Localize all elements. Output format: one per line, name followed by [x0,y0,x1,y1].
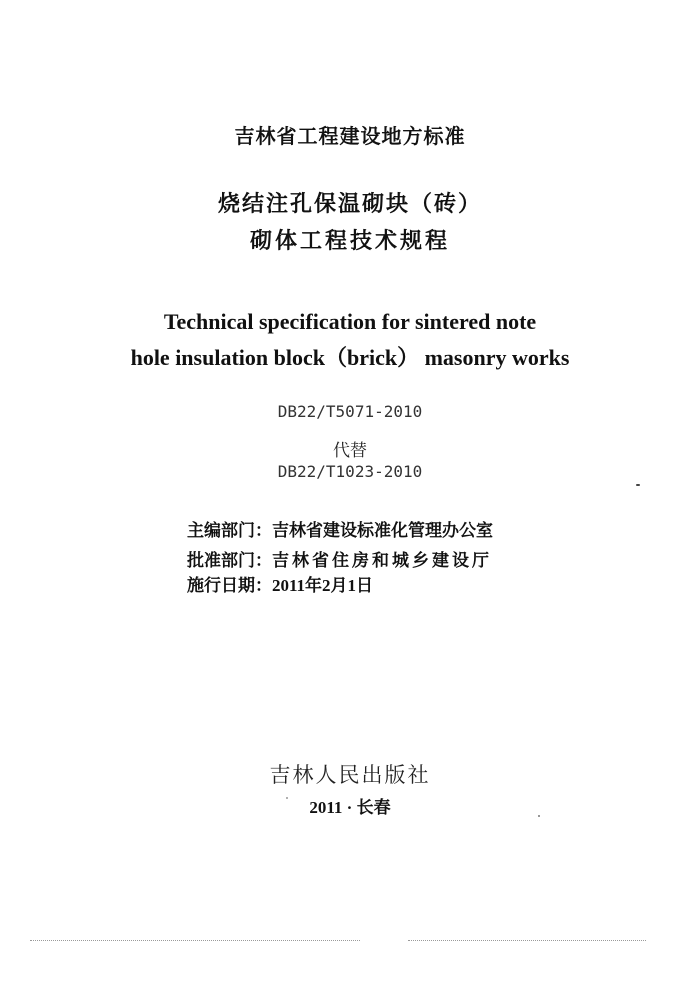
publication-year-city: 2011 · 长春 [309,798,391,817]
effective-date-value: 2011年2月1日 [272,576,374,595]
scan-speck [286,797,288,799]
editor-department-row [187,516,493,541]
scan-line-left [30,940,360,941]
scan-speck [636,484,640,486]
publisher-name: 吉林人民出版社 [269,763,431,787]
effective-date-row [187,571,373,596]
approver-department-label: 批准部门： [187,551,272,570]
approver-department-row [187,546,492,571]
scan-line-right [408,940,646,941]
editor-department-value: 吉林省建设标准化管理办公室 [272,521,493,540]
replaced-standard-code: DB22/T1023-2010 [277,462,423,481]
effective-date-label: 施行日期： [187,576,272,595]
series-title: 吉林省工程建设地方标准 [234,124,466,148]
scan-speck [538,815,540,817]
replace-label: 代替 [333,441,367,461]
main-title-line-1: 烧结注孔保温砌块（砖） [217,192,482,217]
standard-code: DB22/T5071-2010 [277,402,423,421]
main-title-line-2: 砌体工程技术规程 [249,229,450,254]
english-title-line-1: Technical specification for sintered note [163,309,537,334]
editor-department-label: 主编部门： [187,521,272,540]
approver-department-value: 吉林省住房和城乡建设厅 [272,551,492,570]
english-title-line-2: hole insulation block（brick） masonry works [130,345,570,370]
